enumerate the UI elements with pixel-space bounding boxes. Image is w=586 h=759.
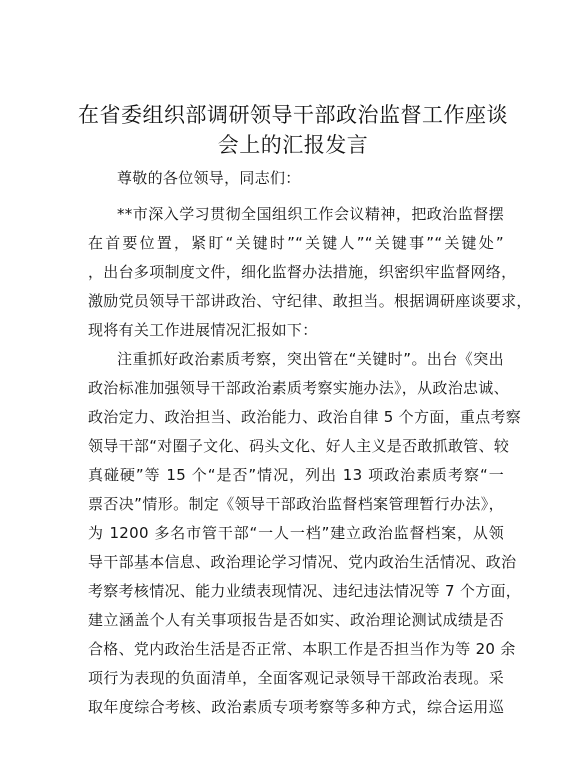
paragraph-2-line: 合格、党内政治生活是否正常、本职工作是否担当作为等 20 余: [88, 640, 516, 658]
paragraph-2-line: 真碰硬”等 15 个“是否”情况，列出 13 项政治素质考察“一: [88, 466, 504, 484]
paragraph-2-line: 建立涵盖个人有关事项报告是否如实、政治理论测试成绩是否: [88, 611, 504, 629]
paragraph-2-line: 导干部基本信息、政治理论学习情况、党内政治生活情况、政治: [88, 553, 517, 571]
paragraph-2-line: 政治定力、政治担当、政治能力、政治自律 5 个方面，重点考察: [88, 408, 522, 426]
paragraph-1-line: **市深入学习贯彻全国组织工作会议精神，把政治监督摆: [117, 205, 504, 223]
document-title-line-2: 会上的汇报发言: [217, 133, 369, 157]
paragraph-2-line: 为 1200 多名市管干部“一人一档”建立政治监督档案，从领: [88, 524, 504, 542]
paragraph-2-line: 注重抓好政治素质考察，突出管在“关键时”。出台《突出: [117, 350, 504, 368]
paragraph-2-line: 政治标准加强领导干部政治素质考察实施办法》，从政治忠诚、: [88, 379, 509, 397]
paragraph-2-line: 票否决”情形。制定《领导干部政治监督档案管理暂行办法》，: [88, 495, 504, 513]
paragraph-2-line: 项行为表现的负面清单，全面客观记录领导干部政治表现。采: [88, 669, 504, 687]
paragraph-1-line: 现将有关工作进展情况汇报如下：: [88, 321, 318, 339]
document-title-line-1: 在省委组织部调研领导干部政治监督工作座谈: [78, 103, 508, 127]
salutation: 尊敬的各位领导，同志们：: [117, 169, 301, 187]
paragraph-2-line: 取年度综合考核、政治素质专项考察等多种方式，综合运用巡: [88, 698, 504, 716]
paragraph-2-line: 领导干部“对圈子文化、码头文化、好人主义是否敢抓敢管、较: [88, 437, 510, 455]
paragraph-2-line: 考察考核情况、能力业绩表现情况、违纪违法情况等 7 个方面，: [88, 582, 522, 600]
paragraph-1-line: 激励党员领导干部讲政治、守纪律、敢担当。根据调研座谈要求，: [88, 292, 532, 310]
paragraph-1-line: ，出台多项制度文件，细化监督办法措施，织密织牢监督网络，: [88, 263, 517, 281]
paragraph-1-line: 在首要位置，紧盯“关键时”“关键人”“关键事”“关键处”: [88, 234, 504, 252]
